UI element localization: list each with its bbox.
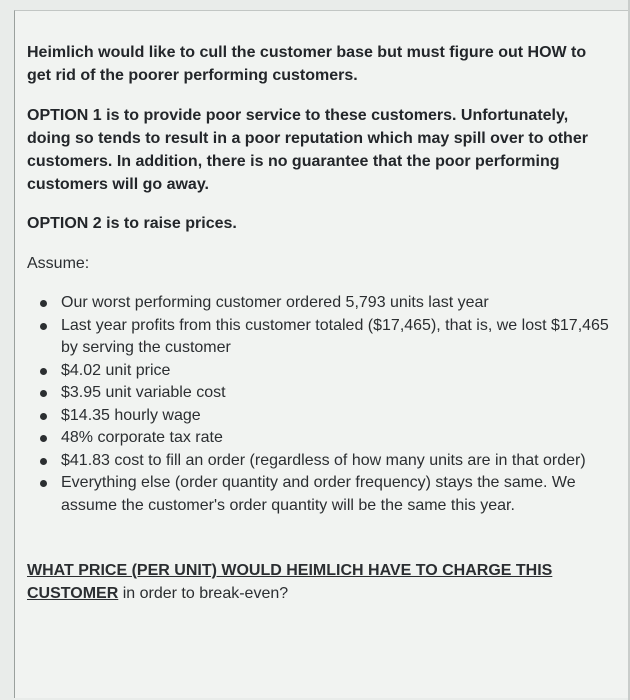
list-item — [27, 472, 612, 517]
document-page — [14, 10, 628, 698]
list-item-text: 48% corporate tax rate — [61, 429, 223, 446]
intro-paragraph: Heimlich would like to cull the customer base but must figure out HOW to get rid of the poorer performing customers. — [27, 44, 587, 84]
list-item — [27, 292, 612, 315]
list-item — [27, 427, 612, 450]
list-item — [27, 450, 612, 473]
bullet-icon — [40, 368, 47, 375]
list-item-text: $4.02 unit price — [61, 361, 171, 379]
bullet-icon — [40, 300, 47, 307]
question-rest: in order to break-even? — [118, 585, 289, 602]
list-item — [27, 315, 612, 360]
list-item-text: Everything else (order quantity and order frequency) stays the same. We assume the customer's order quantity will be the same this year. — [61, 474, 576, 514]
list-item-text: $14.35 hourly wage — [61, 406, 201, 424]
bullet-icon — [40, 435, 47, 442]
bullet-icon — [40, 413, 47, 420]
option-2-paragraph: OPTION 2 is to raise prices. — [27, 215, 237, 232]
bullet-icon — [40, 390, 47, 397]
list-item-text: $3.95 unit variable cost — [61, 384, 226, 401]
list-item — [27, 360, 612, 383]
assume-label: Assume: — [27, 255, 90, 272]
question-emphasis: WHAT PRICE (PER UNIT) WOULD HEIMLICH HAVE TO CHARGE THIS CUSTOMER — [27, 562, 553, 602]
assumptions-list — [27, 292, 612, 517]
list-item-text: Our worst performing customer ordered 5,793 units last year — [61, 294, 489, 311]
list-item-text: $41.83 cost to fill an order (regardless of how many units are in that order) — [61, 451, 586, 469]
bullet-icon — [40, 323, 47, 330]
list-item — [27, 382, 612, 405]
list-item — [27, 405, 612, 428]
question-paragraph — [27, 559, 612, 605]
option-1-paragraph: OPTION 1 is to provide poor service to these customers. Unfortunately, doing so tends to result in a poor reputation which may spill over to other customers. In addition, there is no guarantee that the poor performing customers will go away. — [27, 107, 588, 193]
bullet-icon — [40, 480, 47, 487]
list-item-text: Last year profits from this customer totaled ($17,465), that is, we lost $17,465 by serving the customer — [61, 316, 609, 356]
bullet-icon — [40, 458, 47, 465]
